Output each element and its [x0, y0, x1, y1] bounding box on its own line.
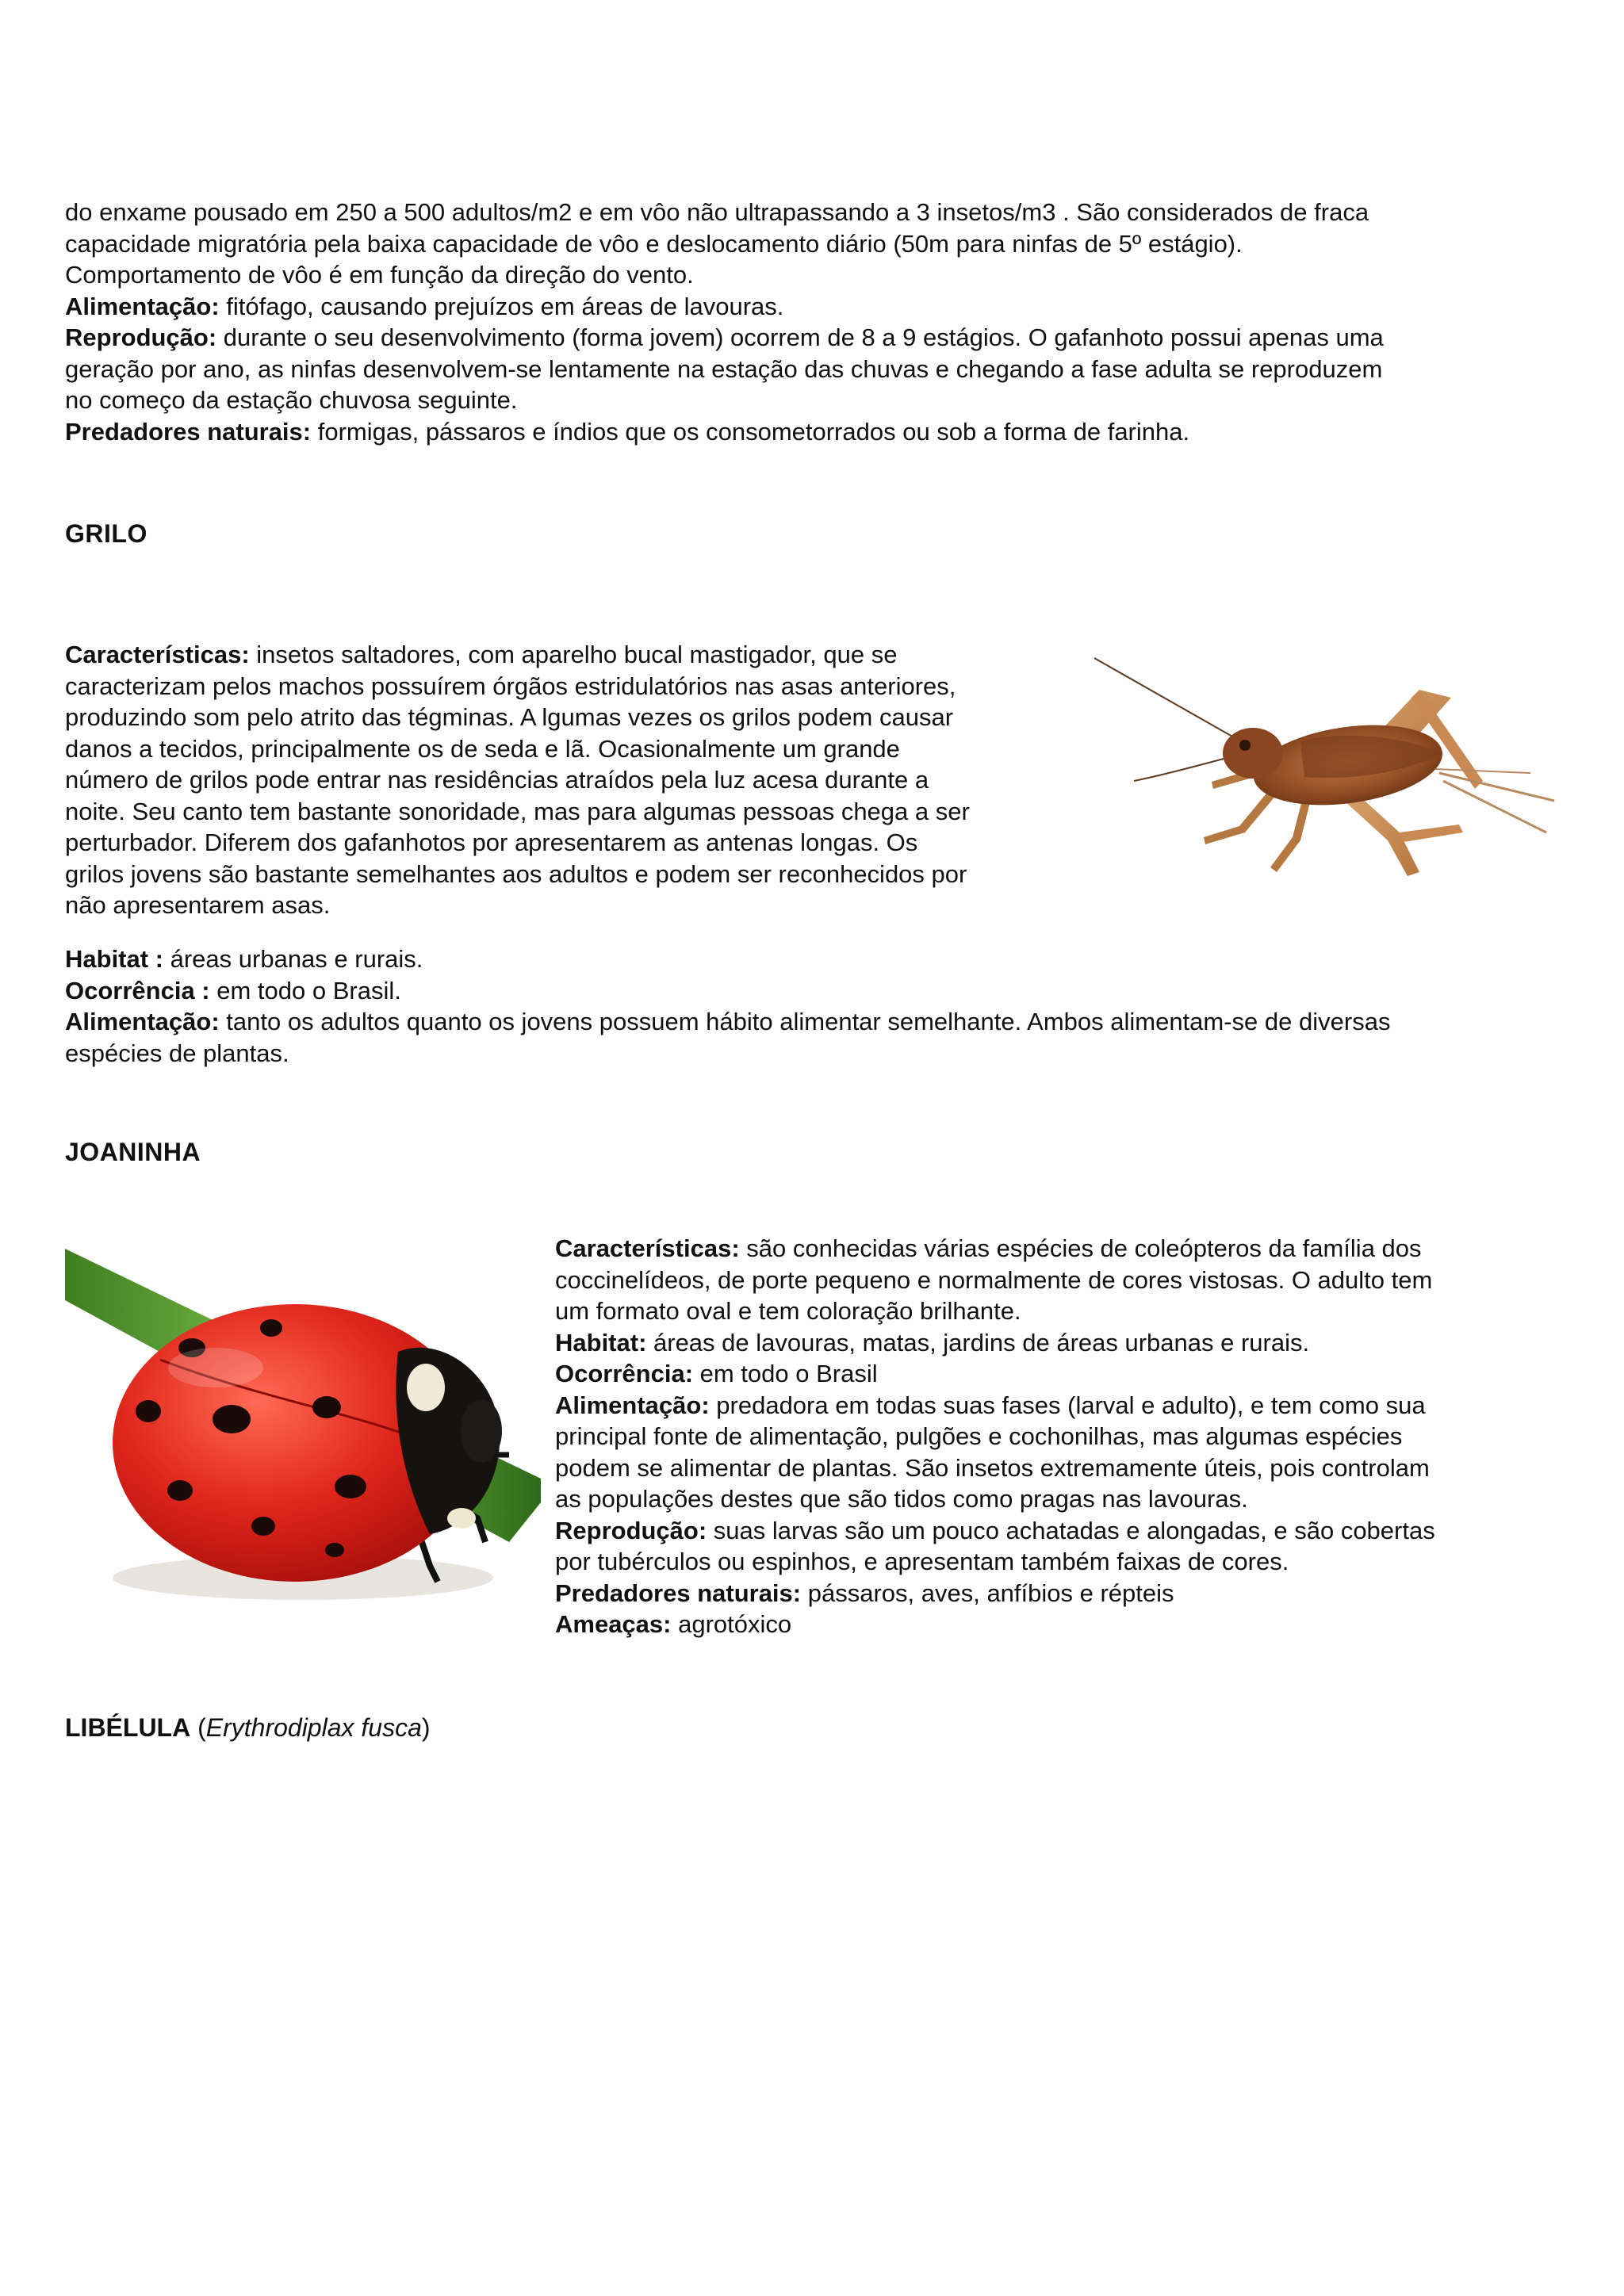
alimentacao-paragraph [65, 291, 1384, 323]
habitat-text: áreas urbanas e rurais. [163, 945, 423, 973]
caracteristicas-paragraph [555, 1233, 1435, 1265]
text-line: danos a tecidos, principalmente os de seda e lã. Ocasionalmente um grande [65, 734, 900, 763]
ocorrencia-text: em todo o Brasil. [209, 976, 401, 1004]
text-line: capacidade migratória pela baixa capacidade de vôo e deslocamento diário (50m para ninfas de 5º estágio). [65, 229, 1243, 258]
alimentacao-paragraph [555, 1390, 1435, 1422]
ocorrencia-label: Ocorrência: [555, 1360, 694, 1387]
caracteristicas-label: Características: [555, 1234, 740, 1262]
grilo-heading: GRILO [65, 519, 147, 548]
libelula-title: LIBÉLULA [65, 1713, 191, 1742]
alimentacao-text: tanto os adultos quanto os jovens possuem hábito alimentar semelhante. Ambos alimentam-se de diversas [219, 1008, 1391, 1035]
ladybug-image [65, 1217, 541, 1613]
caracteristicas-paragraph [65, 639, 970, 671]
predadores-text: formigas, pássaros e índios que os consometorrados ou sob a forma de farinha. [311, 417, 1190, 446]
alimentacao-label: Alimentação: [555, 1391, 710, 1419]
text-line: espécies de plantas. [65, 1039, 289, 1067]
ocorrencia-label: Ocorrência : [65, 976, 210, 1004]
text-line: no começo da estação chuvosa seguinte. [65, 386, 518, 414]
habitat-text: áreas de lavouras, matas, jardins de áreas urbanas e rurais. [646, 1328, 1310, 1357]
cricket-image [1086, 634, 1562, 912]
reproducao-paragraph [65, 322, 1384, 354]
predadores-paragraph [65, 416, 1384, 448]
text-line: geração por ano, as ninfas desenvolvem-se lentamente na estação das chuvas e chegando a fase adulta se reproduzem [65, 354, 1383, 383]
reproducao-label: Reprodução: [65, 323, 217, 351]
text-line: podem se alimentar de plantas. São insetos extremamente úteis, pois controlam [555, 1453, 1430, 1482]
reproducao-label: Reprodução: [555, 1516, 707, 1544]
text-line: número de grilos pode entrar nas residências atraídos pela luz acesa durante a [65, 766, 929, 794]
alimentacao-label: Alimentação: [65, 1008, 220, 1035]
grilo-details [65, 943, 1390, 1069]
joaninha-heading: JOANINHA [65, 1138, 201, 1166]
predadores-label: Predadores naturais: [65, 417, 312, 446]
text-line: por tubérculos ou espinhos, e apresentam também faixas de cores. [555, 1548, 1289, 1575]
text-line: principal fonte de alimentação, pulgões e cochonilhas, mas algumas espécies [555, 1422, 1403, 1450]
ameacas-label: Ameaças: [555, 1610, 672, 1638]
caracteristicas-text: insetos saltadores, com aparelho bucal mastigador, que se [249, 641, 898, 668]
caracteristicas-label: Características: [65, 641, 250, 668]
alimentacao-text: fitófago, causando prejuízos em áreas de lavouras. [219, 292, 784, 320]
text-line: caracterizam pelos machos possuírem órgãos estridulatórios nas asas anteriores, [65, 672, 956, 700]
gafanhoto-continuation [65, 197, 1384, 447]
text-line: coccinelídeos, de porte pequeno e normalmente de cores vistosas. O adulto tem [555, 1265, 1433, 1294]
caracteristicas-text: são conhecidas várias espécies de coleópteros da família dos [739, 1234, 1422, 1262]
predadores-paragraph [555, 1578, 1435, 1609]
text-line: Comportamento de vôo é em função da direção do vento. [65, 261, 694, 289]
reproducao-text: durante o seu desenvolvimento (forma jovem) ocorrem de 8 a 9 estágios. O gafanhoto possui apenas uma [216, 323, 1384, 351]
alimentacao-text: predadora em todas suas fases (larval e adulto), e tem como sua [709, 1391, 1426, 1419]
habitat-label: Habitat : [65, 945, 163, 973]
ocorrencia-paragraph [555, 1358, 1435, 1390]
text-line: não apresentarem asas. [65, 891, 331, 919]
libelula-heading [65, 1712, 431, 1744]
text-line: do enxame pousado em 250 a 500 adultos/m2 e em vôo não ultrapassando a 3 insetos/m3 . São considerados de fraca [65, 198, 1369, 226]
libelula-species: Erythrodiplax fusca [205, 1713, 422, 1742]
reproducao-paragraph [555, 1515, 1435, 1547]
reproducao-text: suas larvas são um pouco achatadas e alongadas, e são cobertas [707, 1516, 1435, 1544]
predadores-text: pássaros, aves, anfíbios e répteis [801, 1578, 1174, 1607]
text-line: grilos jovens são bastante semelhantes aos adultos e podem ser reconhecidos por [65, 859, 967, 888]
text-line: produzindo som pelo atrito das tégminas. A lgumas vezes os grilos podem causar [65, 703, 954, 731]
alimentacao-paragraph [65, 1006, 1390, 1038]
joaninha-text [555, 1233, 1435, 1640]
habitat-paragraph [65, 943, 1390, 975]
text-line: um formato oval e tem coloração brilhante. [555, 1297, 1021, 1325]
grilo-caracteristicas [65, 639, 970, 921]
libelula-open-paren: ( [190, 1713, 206, 1742]
text-line: as populações destes que são tidos como pragas nas lavouras. [555, 1485, 1248, 1513]
ameacas-paragraph [555, 1609, 1435, 1640]
text-line: noite. Seu canto tem bastante sonoridade, mas para algumas pessoas chega a ser [65, 797, 970, 825]
libelula-close-paren: ) [421, 1713, 431, 1742]
alimentacao-label: Alimentação: [65, 292, 220, 320]
habitat-label: Habitat: [555, 1328, 647, 1357]
predadores-label: Predadores naturais: [555, 1578, 802, 1607]
ameacas-text: agrotóxico [671, 1610, 792, 1638]
habitat-paragraph [555, 1327, 1435, 1359]
ocorrencia-text: em todo o Brasil [693, 1360, 878, 1387]
text-line: perturbador. Diferem dos gafanhotos por apresentarem as antenas longas. Os [65, 828, 918, 856]
ocorrencia-paragraph [65, 975, 1390, 1007]
